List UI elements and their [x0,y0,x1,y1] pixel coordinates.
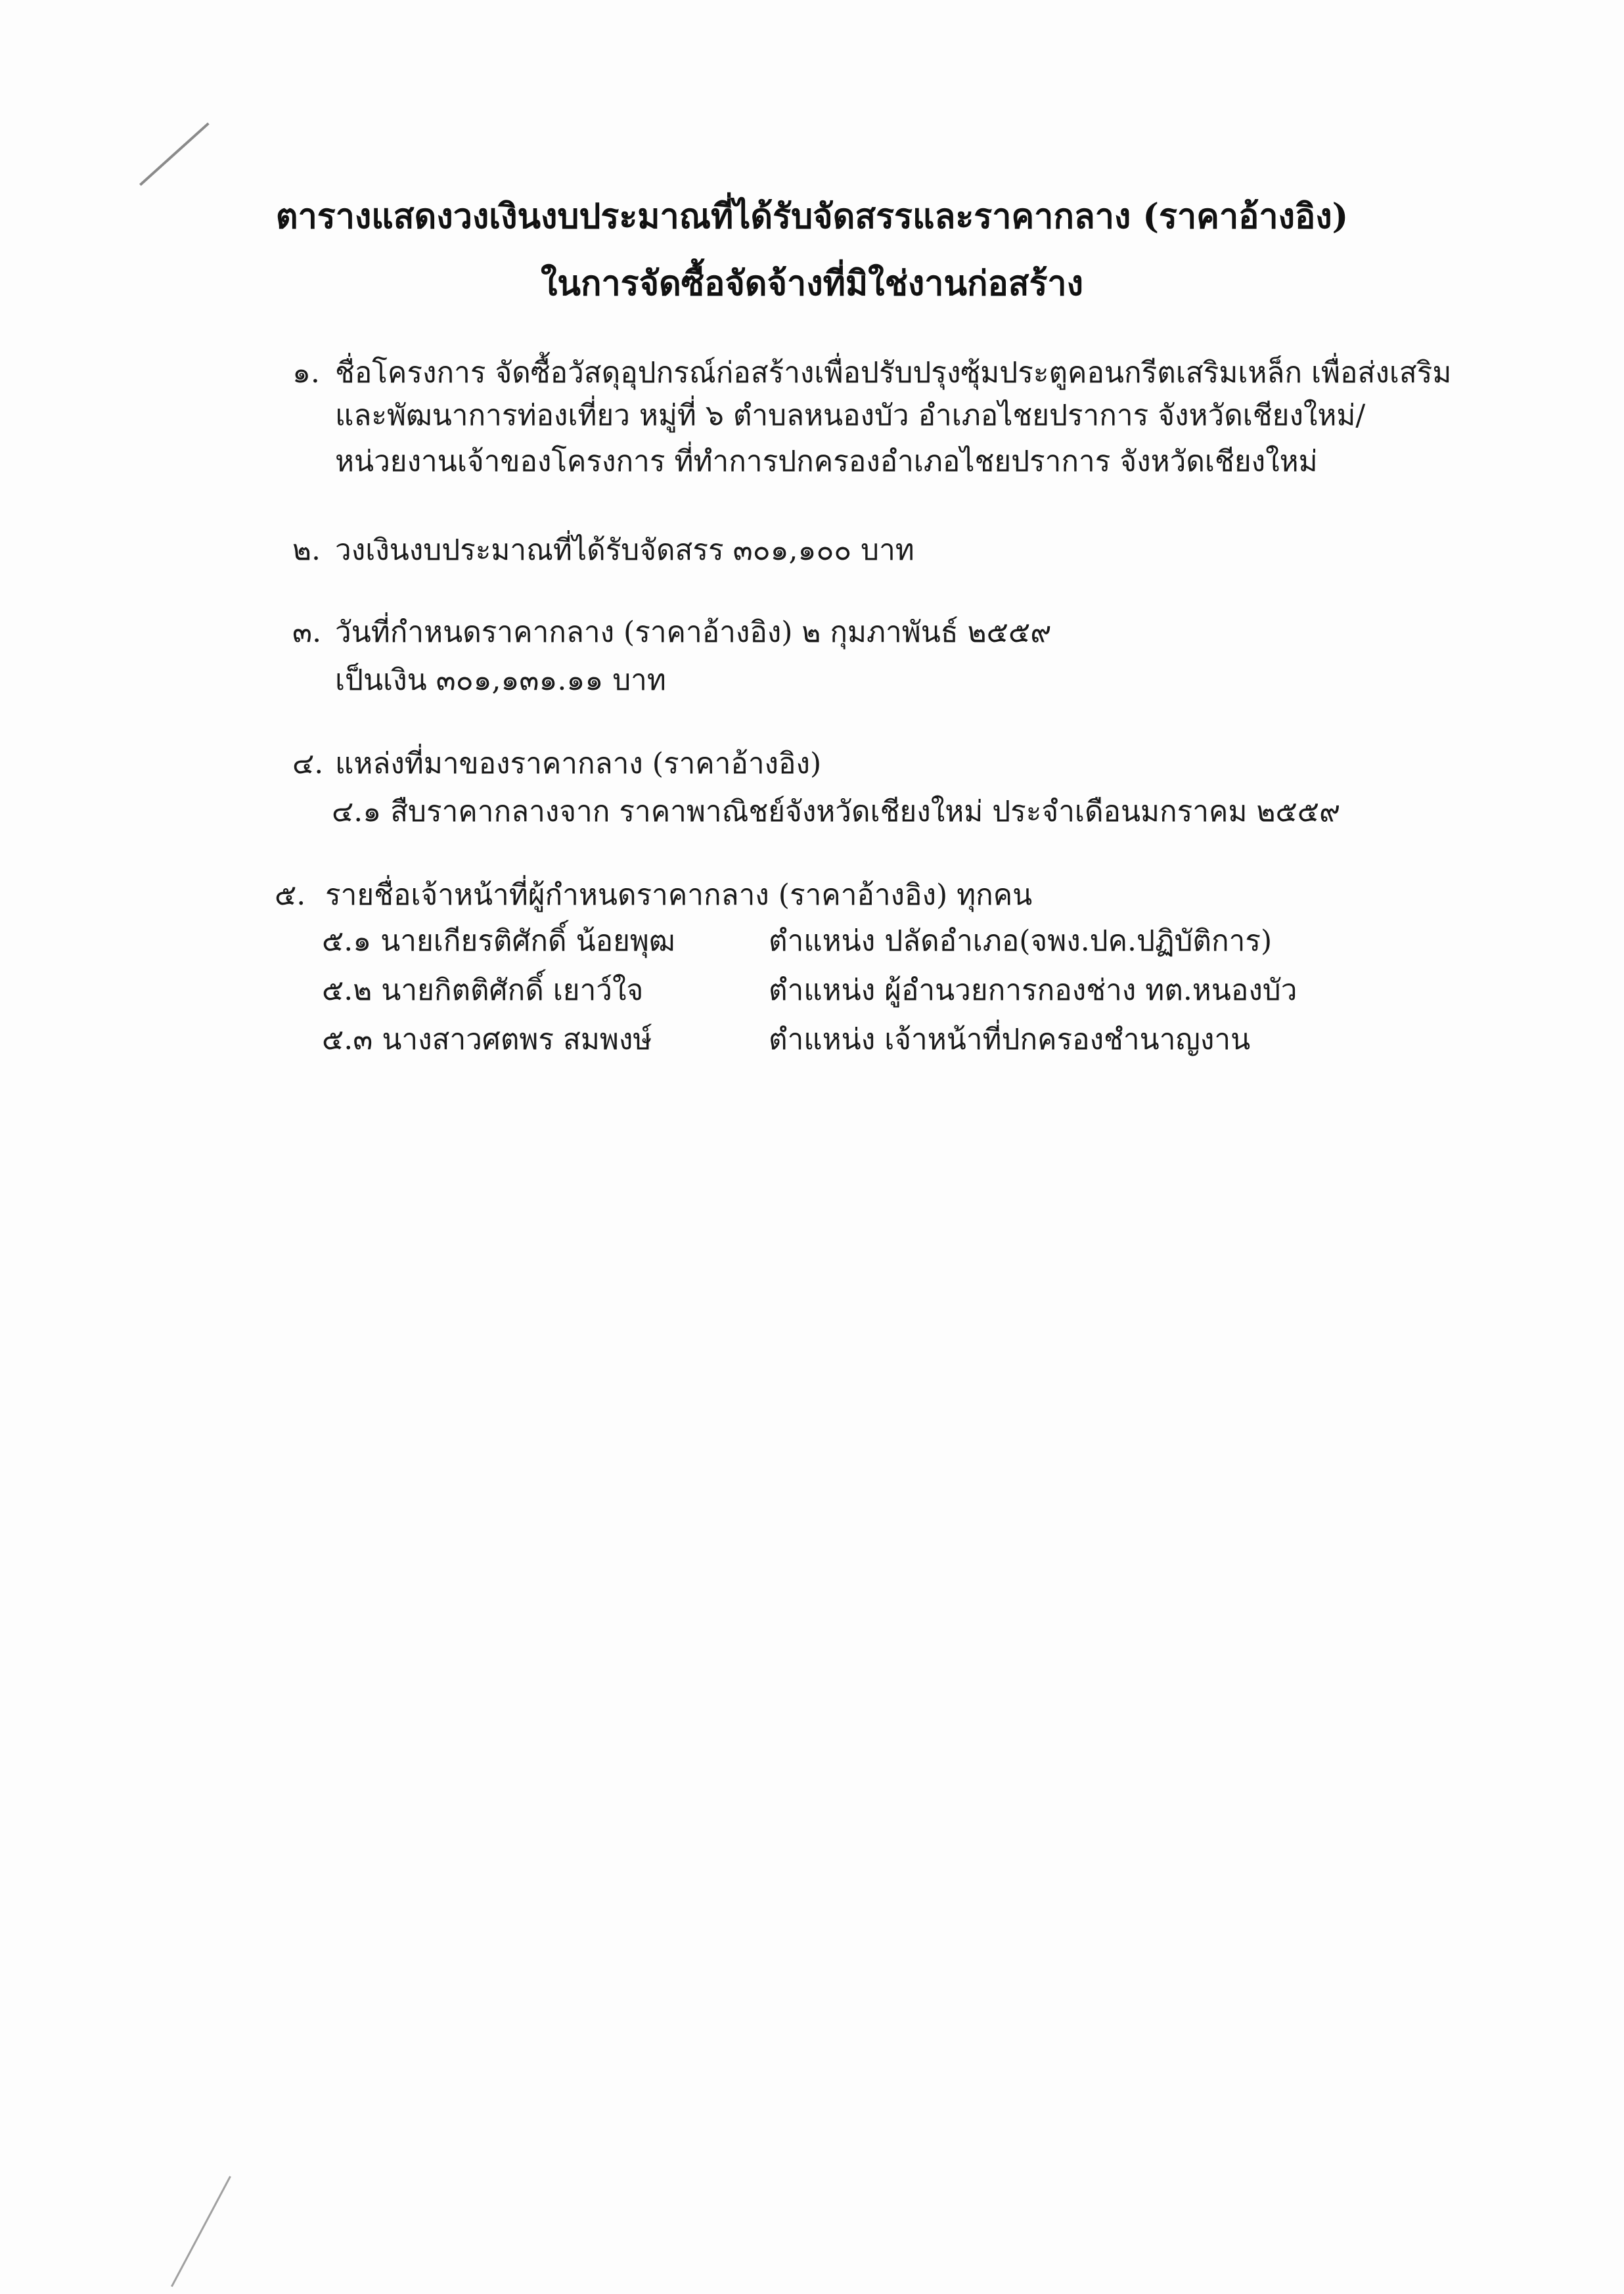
item-5-line-1: รายชื่อเจ้าหน้าที่ผู้กำหนดราคากลาง (ราคาอ้างอิง) ทุกคน [325,878,1033,912]
official-1-name: ๕.๑ นายเกียรติศักดิ์ น้อยพุฒ [322,924,675,958]
item-3-line-1: วันที่กำหนดราคากลาง (ราคาอ้างอิง) ๒ กุมภาพันธ์ ๒๕๕๙ [335,616,1052,649]
item-4-line-1: แหล่งที่มาของราคากลาง (ราคาอ้างอิง) [335,747,822,780]
official-1-position: ตำแหน่ง ปลัดอำเภอ(จพง.ปค.ปฏิบัติการ) [769,924,1273,958]
item-3-number: ๓. [292,616,322,649]
official-2-name: ๕.๒ นายกิตติศักดิ์ เยาว์ใจ [322,974,644,1007]
item-1-line-3: หน่วยงานเจ้าของโครงการ ที่ทำการปกครองอำเภอไชยปราการ จังหวัดเชียงใหม่ [335,445,1318,478]
page-edge-mark [171,2176,231,2287]
official-3-position: ตำแหน่ง เจ้าหน้าที่ปกครองชำนาญงาน [769,1023,1251,1056]
document-title-line-2: ในการจัดซื้อจัดจ้างที่มิใช่งานก่อสร้าง [541,263,1083,304]
item-3-line-2: เป็นเงิน ๓๐๑,๑๓๑.๑๑ บาท [335,663,666,697]
official-2-position: ตำแหน่ง ผู้อำนวยการกองช่าง ทต.หนองบัว [769,974,1297,1007]
item-4-sub-1: ๔.๑ สืบราคากลางจาก ราคาพาณิชย์จังหวัดเชียงใหม่ ประจำเดือนมกราคม ๒๕๕๙ [332,795,1341,828]
item-1-number: ๑. [292,356,320,390]
item-1-line-2: และพัฒนาการท่องเที่ยว หมู่ที่ ๖ ตำบลหนองบัว อำเภอไชยปราการ จังหวัดเชียงใหม่/ [335,399,1366,432]
item-1-line-1: ชื่อโครงการ จัดซื้อวัสดุอุปกรณ์ก่อสร้างเพื่อปรับปรุงซุ้มประตูคอนกรีตเสริมเหล็ก เพื่อส่งเสริม [335,356,1452,390]
official-3-name: ๕.๓ นางสาวศตพร สมพงษ์ [322,1023,652,1056]
pen-mark [139,122,210,186]
item-2-line-1: วงเงินงบประมาณที่ได้รับจัดสรร ๓๐๑,๑๐๐ บาท [335,533,914,567]
item-5-number: ๕. [275,878,306,912]
item-2-number: ๒. [292,533,321,567]
document-title-line-1: ตารางแสดงวงเงินงบประมาณที่ได้รับจัดสรรและราคากลาง (ราคาอ้างอิง) [275,196,1349,236]
item-4-number: ๔. [292,747,324,780]
